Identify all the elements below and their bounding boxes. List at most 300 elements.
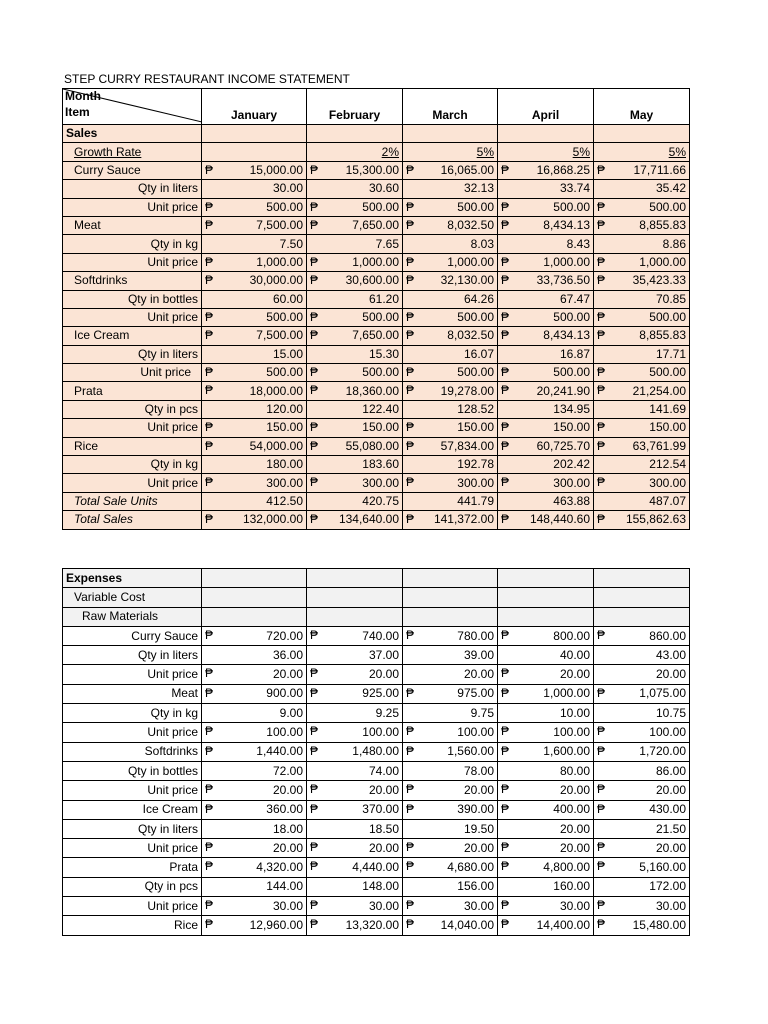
value-text: 21,254.00 — [632, 383, 686, 398]
value-cell — [594, 198, 690, 216]
value-cell — [403, 781, 498, 800]
peso-sign: ₱ — [205, 328, 214, 343]
sales-row — [63, 198, 690, 216]
peso-sign: ₱ — [597, 273, 606, 288]
value-cell — [594, 143, 690, 161]
value-text: 67.47 — [559, 291, 590, 306]
sales-row — [63, 419, 690, 437]
expenses-table — [62, 568, 690, 936]
value-cell — [307, 327, 403, 345]
peso-sign: ₱ — [501, 512, 510, 527]
value-text: 150.00 — [649, 420, 686, 435]
empty-cell — [307, 569, 403, 588]
peso-sign: ₱ — [205, 859, 214, 874]
row-label: Meat — [63, 684, 202, 703]
sales-row — [63, 382, 690, 400]
value-text: 500.00 — [553, 365, 590, 380]
value-text: 860.00 — [649, 628, 686, 643]
value-text: 54,000.00 — [249, 438, 303, 453]
peso-sign: ₱ — [406, 309, 415, 324]
peso-sign: ₱ — [205, 420, 214, 435]
value-text: 16.87 — [559, 346, 590, 361]
value-cell — [403, 437, 498, 455]
peso-sign: ₱ — [205, 254, 214, 269]
value-text: 70.85 — [655, 291, 686, 306]
peso-sign: ₱ — [501, 199, 510, 214]
peso-sign: ₱ — [310, 743, 319, 758]
value-cell — [594, 626, 690, 645]
value-cell — [594, 511, 690, 529]
value-cell — [307, 665, 403, 684]
value-cell — [594, 646, 690, 665]
corner-month-label: Month — [65, 89, 101, 103]
value-cell — [498, 456, 594, 474]
value-cell — [403, 492, 498, 510]
value-cell — [403, 858, 498, 877]
value-text: 150.00 — [553, 420, 590, 435]
peso-sign: ₱ — [205, 438, 214, 453]
value-cell — [202, 400, 307, 418]
value-cell — [202, 723, 307, 742]
row-label: Growth Rate — [63, 143, 202, 161]
value-text: 20.00 — [272, 667, 303, 682]
peso-sign: ₱ — [501, 898, 510, 913]
value-text: 18,000.00 — [249, 383, 303, 398]
value-text: 500.00 — [649, 310, 686, 325]
empty-cell — [403, 125, 498, 143]
value-cell — [594, 800, 690, 819]
value-cell — [307, 198, 403, 216]
value-cell — [307, 492, 403, 510]
row-label: Qty in liters — [63, 646, 202, 665]
value-cell — [498, 382, 594, 400]
value-cell — [498, 400, 594, 418]
value-text: 500.00 — [457, 199, 494, 214]
sales-row — [63, 180, 690, 198]
sales-row — [63, 161, 690, 179]
peso-sign: ₱ — [501, 420, 510, 435]
peso-sign: ₱ — [310, 365, 319, 380]
peso-sign: ₱ — [406, 328, 415, 343]
value-cell — [498, 742, 594, 761]
empty-cell — [307, 588, 403, 607]
value-cell — [403, 308, 498, 326]
value-cell — [594, 916, 690, 935]
value-text: 500.00 — [649, 199, 686, 214]
peso-sign: ₱ — [406, 420, 415, 435]
value-cell — [307, 877, 403, 896]
value-text: 8,855.83 — [639, 328, 686, 343]
value-cell — [307, 646, 403, 665]
value-cell — [307, 684, 403, 703]
value-text: 39.00 — [463, 647, 494, 662]
value-text: 300.00 — [362, 475, 399, 490]
row-label: Qty in pcs — [63, 877, 202, 896]
expense-row — [63, 723, 690, 742]
peso-sign: ₱ — [310, 254, 319, 269]
value-text: 16,065.00 — [440, 162, 494, 177]
peso-sign: ₱ — [205, 666, 214, 681]
value-text: 43.00 — [655, 647, 686, 662]
value-text: 17,711.66 — [633, 162, 686, 177]
value-text: 32,130.00 — [440, 273, 494, 288]
value-cell — [307, 742, 403, 761]
value-cell — [403, 474, 498, 492]
value-text: 72.00 — [272, 763, 303, 778]
value-text: 20.00 — [368, 782, 399, 797]
row-label: Qty in liters — [63, 819, 202, 838]
value-text: 7.50 — [279, 236, 303, 251]
value-text: 180.00 — [266, 457, 303, 472]
peso-sign: ₱ — [406, 724, 415, 739]
empty-cell — [202, 588, 307, 607]
empty-cell — [594, 607, 690, 626]
peso-sign: ₱ — [501, 801, 510, 816]
row-label: Ice Cream — [63, 800, 202, 819]
peso-sign: ₱ — [501, 840, 510, 855]
value-cell — [307, 761, 403, 780]
value-text: 500.00 — [266, 310, 303, 325]
value-cell — [202, 819, 307, 838]
value-cell — [202, 290, 307, 308]
value-text: 148,440.60 — [529, 512, 590, 527]
value-cell — [202, 253, 307, 271]
peso-sign: ₱ — [501, 438, 510, 453]
peso-sign: ₱ — [406, 743, 415, 758]
row-label: Total Sales — [63, 511, 202, 529]
month-header: March — [403, 89, 498, 125]
value-cell — [307, 253, 403, 271]
value-cell — [594, 877, 690, 896]
value-text: 4,680.00 — [447, 860, 494, 875]
value-text: 500.00 — [457, 310, 494, 325]
empty-cell — [403, 588, 498, 607]
value-cell — [307, 161, 403, 179]
value-cell — [594, 781, 690, 800]
value-cell — [202, 235, 307, 253]
value-text: 160.00 — [553, 879, 590, 894]
sales-heading: Sales — [63, 125, 202, 143]
value-cell — [307, 456, 403, 474]
value-text: 463.88 — [553, 494, 590, 508]
peso-sign: ₱ — [310, 328, 319, 343]
empty-cell — [498, 607, 594, 626]
value-text: 975.00 — [457, 686, 494, 701]
value-cell — [498, 180, 594, 198]
value-cell — [307, 511, 403, 529]
value-text: 20.00 — [559, 667, 590, 682]
value-cell — [307, 180, 403, 198]
row-label: Unit price — [63, 665, 202, 684]
value-text: 8.03 — [470, 236, 494, 251]
value-cell — [403, 761, 498, 780]
value-text: 183.60 — [362, 457, 399, 472]
value-text: 1,560.00 — [447, 744, 494, 759]
row-label: Qty in pcs — [63, 400, 202, 418]
peso-sign: ₱ — [310, 666, 319, 681]
empty-cell — [307, 607, 403, 626]
value-text: 35,423.33 — [632, 273, 686, 288]
peso-sign: ₱ — [205, 217, 214, 232]
value-cell — [403, 345, 498, 363]
value-text: 148.00 — [362, 879, 399, 894]
peso-sign: ₱ — [205, 199, 214, 214]
value-cell — [594, 819, 690, 838]
value-text: 7,500.00 — [256, 218, 303, 233]
peso-sign: ₱ — [501, 162, 510, 177]
value-text: 30,000.00 — [249, 273, 303, 288]
value-cell — [307, 400, 403, 418]
sales-row — [63, 290, 690, 308]
value-cell — [594, 216, 690, 234]
value-cell — [202, 327, 307, 345]
value-cell — [498, 626, 594, 645]
value-text: 172.00 — [649, 879, 686, 894]
row-label: Ice Cream — [63, 327, 202, 345]
value-text: 7,650.00 — [352, 218, 399, 233]
value-text: 7,650.00 — [352, 328, 399, 343]
value-text: 30.00 — [272, 898, 303, 913]
value-cell — [403, 290, 498, 308]
value-cell — [498, 272, 594, 290]
value-text: 86.00 — [655, 763, 686, 778]
value-text: 1,000.00 — [543, 254, 590, 269]
value-cell — [307, 216, 403, 234]
value-text: 300.00 — [266, 475, 303, 490]
value-text: 5% — [572, 144, 590, 159]
value-text: 8.43 — [566, 236, 590, 251]
value-text: 57,834.00 — [440, 438, 494, 453]
value-cell — [202, 382, 307, 400]
value-cell — [498, 216, 594, 234]
raw-materials-label: Raw Materials — [63, 607, 202, 626]
value-text: 780.00 — [457, 628, 494, 643]
sales-row — [63, 308, 690, 326]
value-cell — [202, 216, 307, 234]
value-text: 7,500.00 — [256, 328, 303, 343]
value-text: 500.00 — [362, 365, 399, 380]
peso-sign: ₱ — [310, 898, 319, 913]
value-text: 20.00 — [272, 840, 303, 855]
peso-sign: ₱ — [406, 801, 415, 816]
variable-cost-row — [63, 588, 690, 607]
raw-materials-row — [63, 607, 690, 626]
row-label: Softdrinks — [63, 272, 202, 290]
value-text: 100.00 — [649, 725, 686, 740]
value-text: 8.86 — [662, 236, 686, 251]
peso-sign: ₱ — [310, 917, 319, 932]
value-text: 7.65 — [375, 236, 399, 251]
peso-sign: ₱ — [205, 627, 214, 642]
peso-sign: ₱ — [406, 254, 415, 269]
peso-sign: ₱ — [597, 743, 606, 758]
sales-row — [63, 456, 690, 474]
peso-sign: ₱ — [310, 685, 319, 700]
value-text: 4,800.00 — [543, 860, 590, 875]
value-text: 19.50 — [463, 821, 494, 836]
peso-sign: ₱ — [597, 309, 606, 324]
sales-heading-row — [63, 125, 690, 143]
peso-sign: ₱ — [501, 724, 510, 739]
value-text: 5,160.00 — [639, 860, 686, 875]
peso-sign: ₱ — [597, 365, 606, 380]
peso-sign: ₱ — [406, 217, 415, 232]
expense-row — [63, 665, 690, 684]
value-cell — [498, 646, 594, 665]
empty-cell — [202, 569, 307, 588]
expense-row — [63, 626, 690, 645]
value-text: 740.00 — [362, 628, 399, 643]
empty-cell — [403, 607, 498, 626]
expense-row — [63, 684, 690, 703]
value-text: 18.50 — [368, 821, 399, 836]
value-cell — [202, 308, 307, 326]
value-cell — [202, 839, 307, 858]
value-cell — [307, 626, 403, 645]
value-cell — [403, 684, 498, 703]
empty-cell — [202, 125, 307, 143]
statement-title: STEP CURRY RESTAURANT INCOME STATEMENT — [64, 72, 350, 86]
peso-sign: ₱ — [597, 898, 606, 913]
value-text: 144.00 — [266, 879, 303, 894]
peso-sign: ₱ — [310, 512, 319, 527]
peso-sign: ₱ — [406, 840, 415, 855]
value-text: 20.00 — [272, 782, 303, 797]
value-text: 30.00 — [272, 181, 303, 196]
value-cell — [498, 143, 594, 161]
value-cell — [202, 161, 307, 179]
value-cell — [403, 419, 498, 437]
value-text: 20.00 — [559, 782, 590, 797]
value-text: 20.00 — [463, 840, 494, 855]
value-text: 20.00 — [463, 667, 494, 682]
peso-sign: ₱ — [205, 309, 214, 324]
value-cell — [498, 437, 594, 455]
value-text: 100.00 — [266, 725, 303, 740]
expense-row — [63, 839, 690, 858]
value-text: 150.00 — [362, 420, 399, 435]
value-cell — [202, 626, 307, 645]
value-cell — [403, 665, 498, 684]
peso-sign: ₱ — [310, 217, 319, 232]
peso-sign: ₱ — [406, 199, 415, 214]
value-cell — [403, 143, 498, 161]
value-cell — [202, 684, 307, 703]
sales-row — [63, 364, 690, 382]
value-text: 900.00 — [266, 686, 303, 701]
row-label: Qty in liters — [63, 180, 202, 198]
value-text: 30.60 — [368, 181, 399, 196]
value-cell — [594, 327, 690, 345]
empty-cell — [498, 569, 594, 588]
value-text: 1,075.00 — [639, 686, 686, 701]
value-text: 9.75 — [470, 705, 494, 720]
value-text: 40.00 — [559, 647, 590, 662]
value-text: 37.00 — [368, 647, 399, 662]
empty-cell — [498, 588, 594, 607]
value-text: 33.74 — [559, 181, 590, 196]
value-cell — [307, 916, 403, 935]
peso-sign: ₱ — [406, 512, 415, 527]
value-cell — [307, 272, 403, 290]
value-cell — [594, 492, 690, 510]
value-text: 141,372.00 — [433, 512, 494, 527]
row-label: Qty in liters — [63, 345, 202, 363]
value-text: 17.71 — [655, 346, 686, 361]
value-cell — [498, 419, 594, 437]
value-cell — [202, 456, 307, 474]
row-label: Qty in kg — [63, 235, 202, 253]
value-text: 141.69 — [649, 402, 686, 417]
row-label: Curry Sauce — [63, 161, 202, 179]
peso-sign: ₱ — [310, 199, 319, 214]
value-text: 202.42 — [553, 457, 590, 472]
value-cell — [594, 253, 690, 271]
sales-row — [63, 235, 690, 253]
value-text: 1,600.00 — [543, 744, 590, 759]
sales-row — [63, 327, 690, 345]
peso-sign: ₱ — [501, 859, 510, 874]
value-text: 15.00 — [272, 346, 303, 361]
empty-cell — [307, 125, 403, 143]
peso-sign: ₱ — [597, 420, 606, 435]
expense-row — [63, 761, 690, 780]
value-text: 390.00 — [457, 802, 494, 817]
value-cell — [498, 161, 594, 179]
value-cell — [498, 665, 594, 684]
peso-sign: ₱ — [310, 273, 319, 288]
peso-sign: ₱ — [501, 383, 510, 398]
value-text: 150.00 — [266, 420, 303, 435]
value-cell — [594, 419, 690, 437]
value-text: 64.26 — [463, 291, 494, 306]
value-text: 20.00 — [368, 667, 399, 682]
value-text: 15,300.00 — [345, 162, 399, 177]
value-cell — [594, 235, 690, 253]
peso-sign: ₱ — [205, 162, 214, 177]
value-cell — [403, 511, 498, 529]
value-cell — [403, 704, 498, 723]
value-text: 800.00 — [553, 628, 590, 643]
value-cell — [498, 345, 594, 363]
value-cell — [594, 897, 690, 916]
value-text: 8,032.50 — [447, 328, 494, 343]
value-text: 156.00 — [457, 879, 494, 894]
row-label: Unit price — [63, 308, 202, 326]
value-cell — [594, 364, 690, 382]
row-label: Unit price — [63, 198, 202, 216]
value-cell — [403, 198, 498, 216]
value-text: 15,000.00 — [249, 162, 303, 177]
value-cell — [307, 858, 403, 877]
sales-row — [63, 492, 690, 510]
value-text: 16,868.25 — [536, 162, 590, 177]
value-text: 420.75 — [362, 494, 399, 508]
value-text: 2% — [381, 144, 399, 159]
value-cell — [403, 723, 498, 742]
value-cell — [202, 492, 307, 510]
value-cell — [594, 400, 690, 418]
value-text: 155,862.63 — [625, 512, 686, 527]
value-text: 8,855.83 — [639, 218, 686, 233]
value-text: 4,320.00 — [256, 860, 303, 875]
value-cell — [594, 290, 690, 308]
peso-sign: ₱ — [501, 309, 510, 324]
empty-cell — [403, 569, 498, 588]
value-text: 30.00 — [463, 898, 494, 913]
expense-row — [63, 897, 690, 916]
peso-sign: ₱ — [501, 666, 510, 681]
